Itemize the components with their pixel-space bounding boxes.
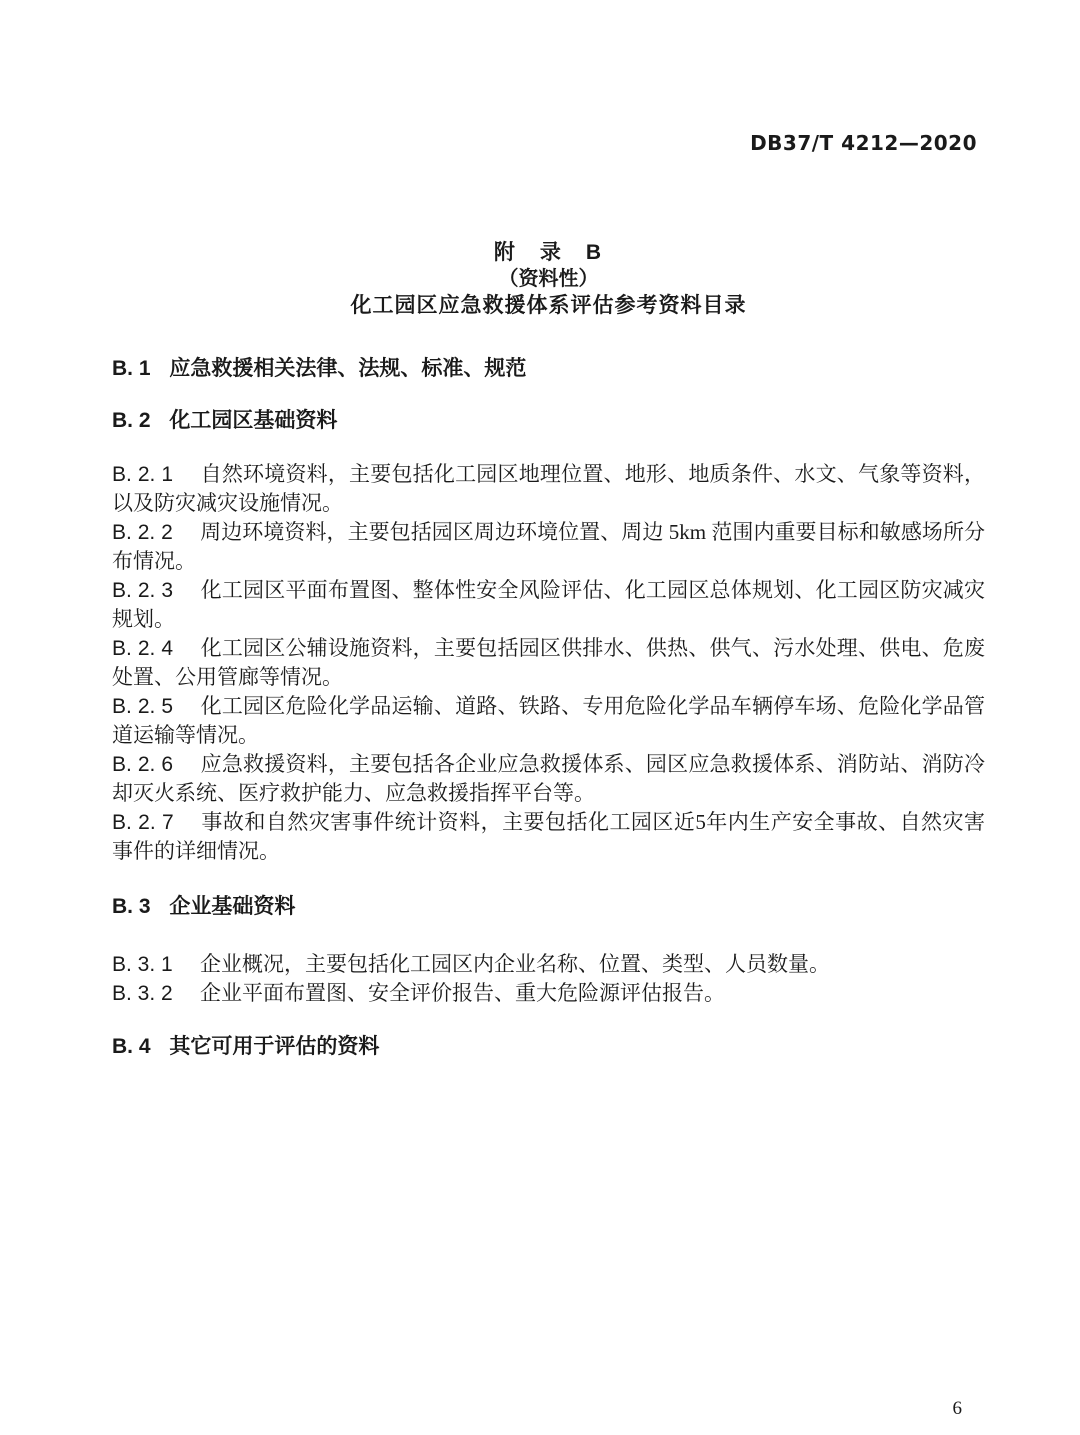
clause-b3-2 — [112, 979, 985, 1008]
clause-b2-3 — [112, 576, 985, 634]
section-heading-b1 — [112, 355, 985, 383]
clause-number: B. 2. 1 — [112, 463, 174, 486]
section-number: B. 4 — [112, 1035, 151, 1058]
clause-b3-1 — [112, 950, 985, 979]
section-title: 企业基础资料 — [169, 895, 296, 918]
clause-text: 事故和自然灾害事件统计资料，主要包括化工园区近5年内生产安全事故、自然灾害事件的详细情况。 — [112, 810, 986, 863]
page-number: 6 — [952, 1398, 962, 1419]
clause-text: 化工园区平面布置图、整体性安全风险评估、化工园区总体规划、化工园区防灾减灾规划。 — [112, 578, 986, 631]
clause-number: B. 2. 7 — [112, 811, 174, 834]
clause-text: 企业概况，主要包括化工园区内企业名称、位置、类型、人员数量。 — [200, 952, 830, 976]
page-content — [112, 240, 985, 1061]
section-heading-b4 — [112, 1033, 985, 1061]
section-number: B. 1 — [112, 357, 151, 380]
clause-text: 应急救援资料，主要包括各企业应急救援体系、园区应急救援体系、消防站、消防冷却灭火系统、医疗救护能力、应急救援指挥平台等。 — [112, 752, 986, 805]
clause-b2-6 — [112, 750, 985, 808]
clause-b2-7 — [112, 808, 985, 866]
clause-number: B. 3. 1 — [112, 953, 173, 976]
clause-text: 化工园区危险化学品运输、道路、铁路、专用危险化学品车辆停车场、危险化学品管道运输等情况。 — [112, 694, 986, 747]
clause-text: 化工园区公辅设施资料，主要包括园区供排水、供热、供气、污水处理、供电、危废处置、公用管廊等情况。 — [112, 636, 986, 689]
appendix-title: 化工园区应急救援体系评估参考资料目录 — [350, 294, 747, 317]
section-heading-b3 — [112, 893, 985, 921]
clause-b2-1 — [112, 460, 985, 518]
clause-number: B. 2. 4 — [112, 637, 174, 660]
appendix-label: 附 录 B — [493, 241, 604, 264]
clause-text: 周边环境资料，主要包括园区周边环境位置、周边 5km 范围内重要目标和敏感场所分布情况。 — [112, 520, 986, 573]
section-title: 化工园区基础资料 — [169, 409, 338, 432]
appendix-type-note: （资料性） — [498, 268, 599, 290]
clause-text: 自然环境资料，主要包括化工园区地理位置、地形、地质条件、水文、气象等资料，以及防灾减灾设施情况。 — [112, 462, 986, 515]
section-number: B. 2 — [112, 409, 151, 432]
clause-number: B. 2. 2 — [112, 521, 173, 544]
clause-number: B. 2. 3 — [112, 579, 174, 602]
clause-number: B. 2. 5 — [112, 695, 174, 718]
section-title: 其它可用于评估的资料 — [169, 1035, 380, 1058]
clause-number: B. 2. 6 — [112, 753, 174, 776]
clause-number: B. 3. 2 — [112, 982, 173, 1005]
clause-b2-4 — [112, 634, 985, 692]
section-title: 应急救援相关法律、法规、标准、规范 — [169, 357, 527, 380]
section-number: B. 3 — [112, 895, 151, 918]
clause-b2-5 — [112, 692, 985, 750]
standard-number: DB37/T 4212—2020 — [750, 131, 977, 155]
clause-text: 企业平面布置图、安全评价报告、重大危险源评估报告。 — [200, 981, 725, 1005]
section-heading-b2 — [112, 407, 985, 435]
clause-b2-2 — [112, 518, 985, 576]
